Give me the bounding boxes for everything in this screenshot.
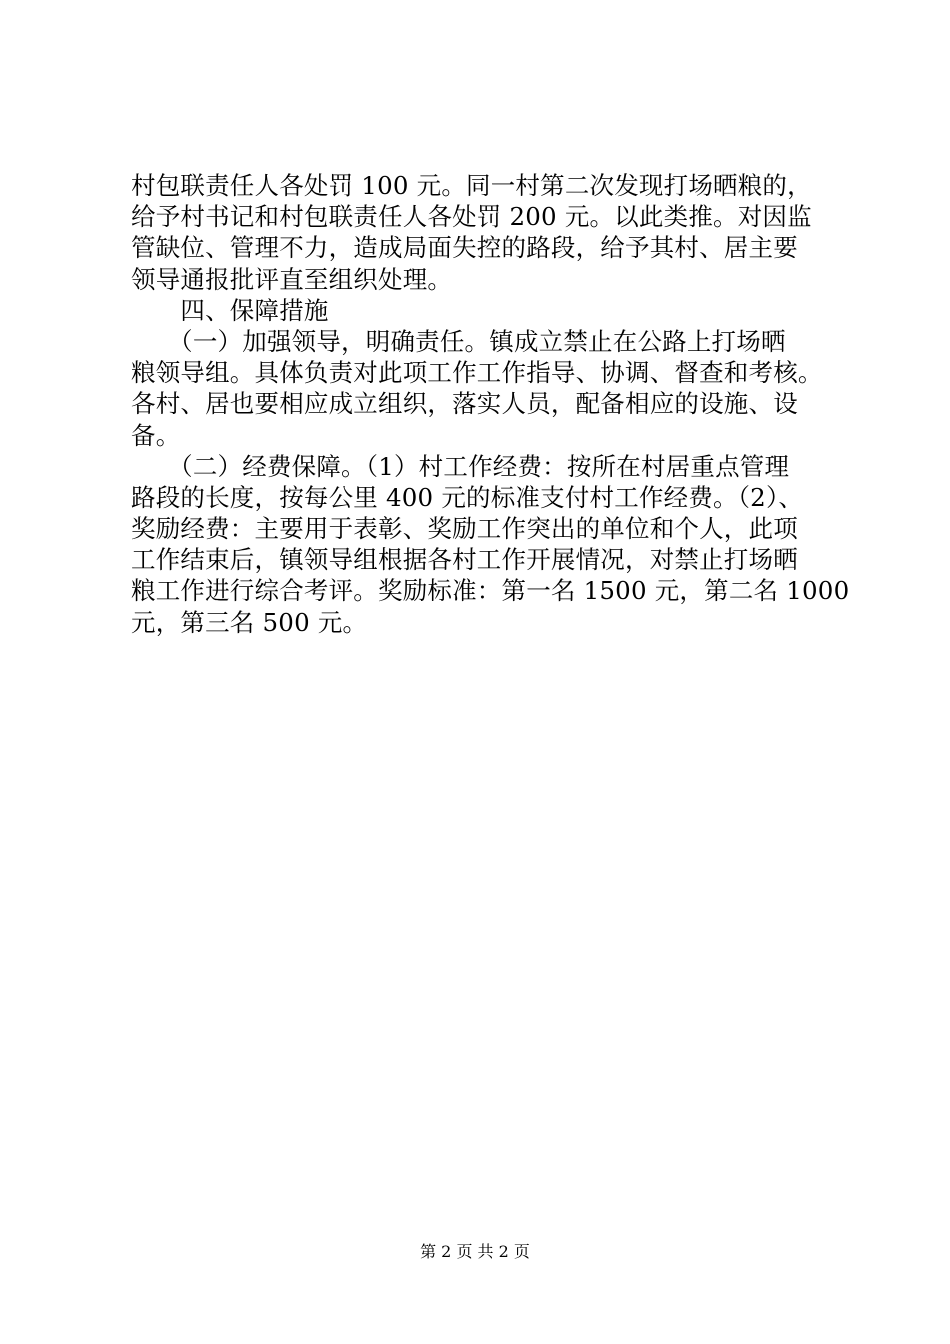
page-footer — [0, 1242, 950, 1262]
text-line: 粮工作进行综合考评。奖励标准：第一名 1500 元，第二名 1000 — [131, 576, 850, 606]
text-line: 管缺位、管理不力，造成局面失控的路段，给予其村、居主要 — [131, 233, 798, 263]
section-heading: 四、保障措施 — [131, 295, 329, 325]
text-line: 粮领导组。具体负责对此项工作工作指导、协调、督查和考核。 — [131, 358, 823, 388]
text-line: 各村、居也要相应成立组织，落实人员，配备相应的设施、设 — [131, 389, 798, 419]
text-line: 备。 — [131, 420, 181, 450]
text-line: 元，第三名 500 元。 — [131, 607, 368, 637]
text-line: 村包联责任人各处罚 100 元。同一村第二次发现打场晒粮的， — [131, 171, 812, 200]
document-body — [131, 170, 850, 638]
page-number: 第 2 页 共 2 页 — [420, 1242, 530, 1261]
text-line: 领导通报批评直至组织处理。 — [131, 264, 453, 294]
text-line: （一）加强领导，明确责任。镇成立禁止在公路上打场晒 — [131, 326, 786, 356]
text-line: 给予村书记和村包联责任人各处罚 200 元。以此类推。对因监 — [131, 202, 812, 232]
text-line: 路段的长度，按每公里 400 元的标准支付村工作经费。（2）、 — [131, 482, 804, 512]
text-line: 奖励经费：主要用于表彰、奖励工作突出的单位和个人，此项 — [131, 514, 798, 544]
text-line: 工作结束后，镇领导组根据各村工作开展情况，对禁止打场晒 — [131, 545, 798, 575]
text-line: （二）经费保障。（1）村工作经费：按所在村居重点管理 — [131, 451, 790, 481]
